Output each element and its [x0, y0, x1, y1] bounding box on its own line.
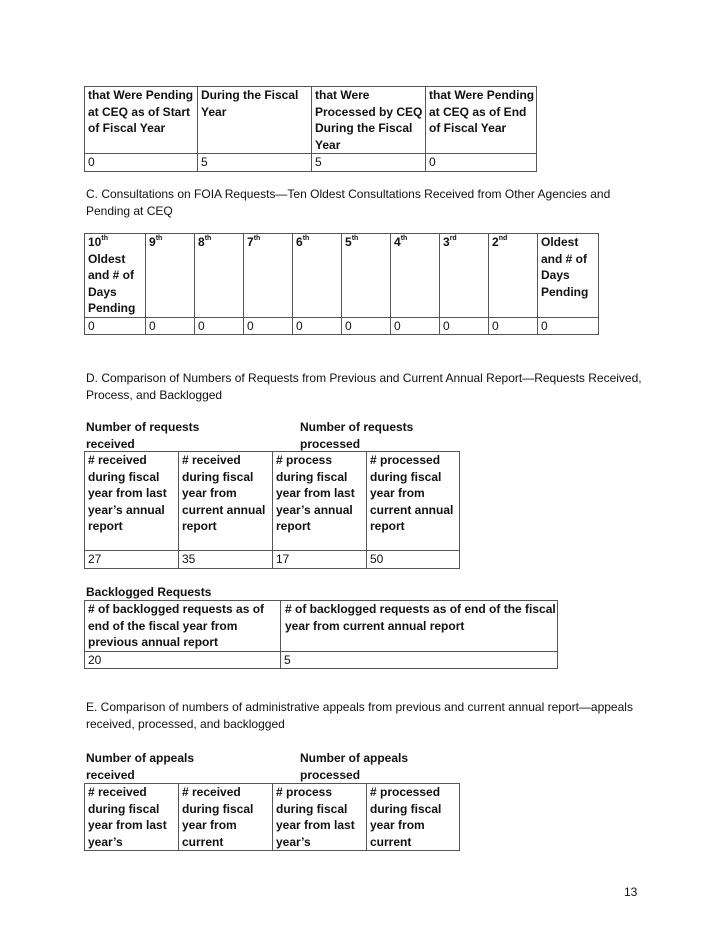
- table-c-cell: 0: [538, 317, 599, 335]
- table-e: [84, 783, 460, 851]
- section-e-heading: E. Comparison of numbers of administrative appeals from previous and current annual report—appeals received, processed, and backlogged: [86, 700, 633, 731]
- backlogged-requests-title: Backlogged Requests: [86, 585, 212, 599]
- rank-suffix: th: [204, 235, 212, 242]
- table-c-header-row: [85, 234, 599, 318]
- section-c-heading: C. Consultations on FOIA Requests—Ten Oldest Consultations Received from Other Agencies and Pending at CEQ: [86, 187, 611, 218]
- table-c-header: [342, 234, 391, 318]
- rank-suffix: th: [155, 235, 163, 242]
- table-c-cell: 0: [85, 317, 146, 335]
- requests-received-label: Number of requests received: [86, 420, 200, 451]
- table-c-header: [146, 234, 195, 318]
- table-d-header: # received during fiscal year from current annual report: [179, 452, 273, 551]
- table-b-cell: 0: [85, 154, 198, 172]
- rank-number: 7: [247, 235, 254, 249]
- table-d-cell: 27: [85, 551, 179, 569]
- table-c-header: [391, 234, 440, 318]
- table-c-header: [489, 234, 538, 318]
- table-b-header: During the Fiscal Year: [198, 87, 312, 154]
- table-c-header: [195, 234, 244, 318]
- backlog-header: # of backlogged requests as of end of the fiscal year from previous annual report: [85, 601, 281, 652]
- page-number: 13: [624, 885, 638, 899]
- table-d-header: # process during fiscal year from last year’s annual report: [273, 452, 367, 551]
- table-c-cell: 0: [293, 317, 342, 335]
- table-b-cell: 0: [426, 154, 537, 172]
- table-d-header: # received during fiscal year from last year’s annual report: [85, 452, 179, 551]
- table-e-header: # received during fiscal year from current: [179, 784, 273, 851]
- backlog-cell: 20: [85, 651, 281, 669]
- table-c-header: [244, 234, 293, 318]
- table-c-value-row: [85, 317, 599, 335]
- table-c-cell: 0: [195, 317, 244, 335]
- rank-number: 2: [492, 235, 499, 249]
- rank-number: 9: [149, 235, 156, 249]
- rank-suffix: th: [101, 235, 108, 242]
- backlog-header: # of backlogged requests as of end of the fiscal year from current annual report: [281, 601, 558, 652]
- backlog-header-row: [85, 601, 558, 652]
- header-label: Oldest and # of Days Pending: [88, 251, 136, 315]
- table-c: [84, 233, 599, 335]
- table-b-value-row: [85, 154, 537, 172]
- rank-number: 10: [88, 235, 102, 249]
- table-c-header: [293, 234, 342, 318]
- backlog-cell: 5: [281, 651, 558, 669]
- table-b-header-row: [85, 87, 537, 154]
- rank-suffix: nd: [498, 235, 508, 242]
- table-c-cell: 0: [440, 317, 489, 335]
- table-e-header: # received during fiscal year from last year’s: [85, 784, 179, 851]
- table-c-header: [440, 234, 489, 318]
- table-c-cell: 0: [146, 317, 195, 335]
- table-d-cell: 35: [179, 551, 273, 569]
- table-c-cell: 0: [342, 317, 391, 335]
- requests-processed-label: Number of requests processed: [300, 420, 414, 451]
- table-c-header: [538, 234, 599, 318]
- table-c-cell: 0: [489, 317, 538, 335]
- table-d: [84, 451, 460, 569]
- backlog-value-row: [85, 651, 558, 669]
- table-d-cell: 50: [367, 551, 460, 569]
- table-c-header: [85, 234, 146, 318]
- table-d-value-row: [85, 551, 460, 569]
- rank-suffix: th: [253, 235, 261, 242]
- table-b-header: that Were Processed by CEQ During the Fiscal Year: [312, 87, 426, 154]
- table-d-cell: 17: [273, 551, 367, 569]
- table-b-header: that Were Pending at CEQ as of End of Fiscal Year: [426, 87, 537, 154]
- rank-number: 8: [198, 235, 205, 249]
- table-c-cell: 0: [244, 317, 293, 335]
- rank-suffix: th: [400, 235, 408, 242]
- rank-number: 5: [345, 235, 352, 249]
- table-d-header-row: [85, 452, 460, 551]
- table-e-header: # processed during fiscal year from current: [367, 784, 460, 851]
- backlog-table: [84, 600, 558, 669]
- appeals-processed-label: Number of appeals processed: [300, 751, 409, 782]
- rank-number: 3: [443, 235, 450, 249]
- rank-number: 6: [296, 235, 303, 249]
- table-e-header: # process during fiscal year from last year’s: [273, 784, 367, 851]
- table-b-cell: 5: [312, 154, 426, 172]
- rank-number: 4: [394, 235, 401, 249]
- header-label: Oldest and # of Days Pending: [541, 235, 589, 299]
- table-b: [84, 86, 537, 172]
- table-e-header-row: [85, 784, 460, 851]
- section-d-heading: D. Comparison of Numbers of Requests from Previous and Current Annual Report—Requests Received, Process, and Backlogged: [86, 371, 642, 402]
- table-d-header: # processed during fiscal year from current annual report: [367, 452, 460, 551]
- rank-suffix: th: [302, 235, 310, 242]
- appeals-received-label: Number of appeals received: [86, 751, 195, 782]
- rank-suffix: th: [351, 235, 359, 242]
- table-b-cell: 5: [198, 154, 312, 172]
- rank-suffix: rd: [449, 235, 457, 242]
- table-c-cell: 0: [391, 317, 440, 335]
- table-b-header: that Were Pending at CEQ as of Start of Fiscal Year: [85, 87, 198, 154]
